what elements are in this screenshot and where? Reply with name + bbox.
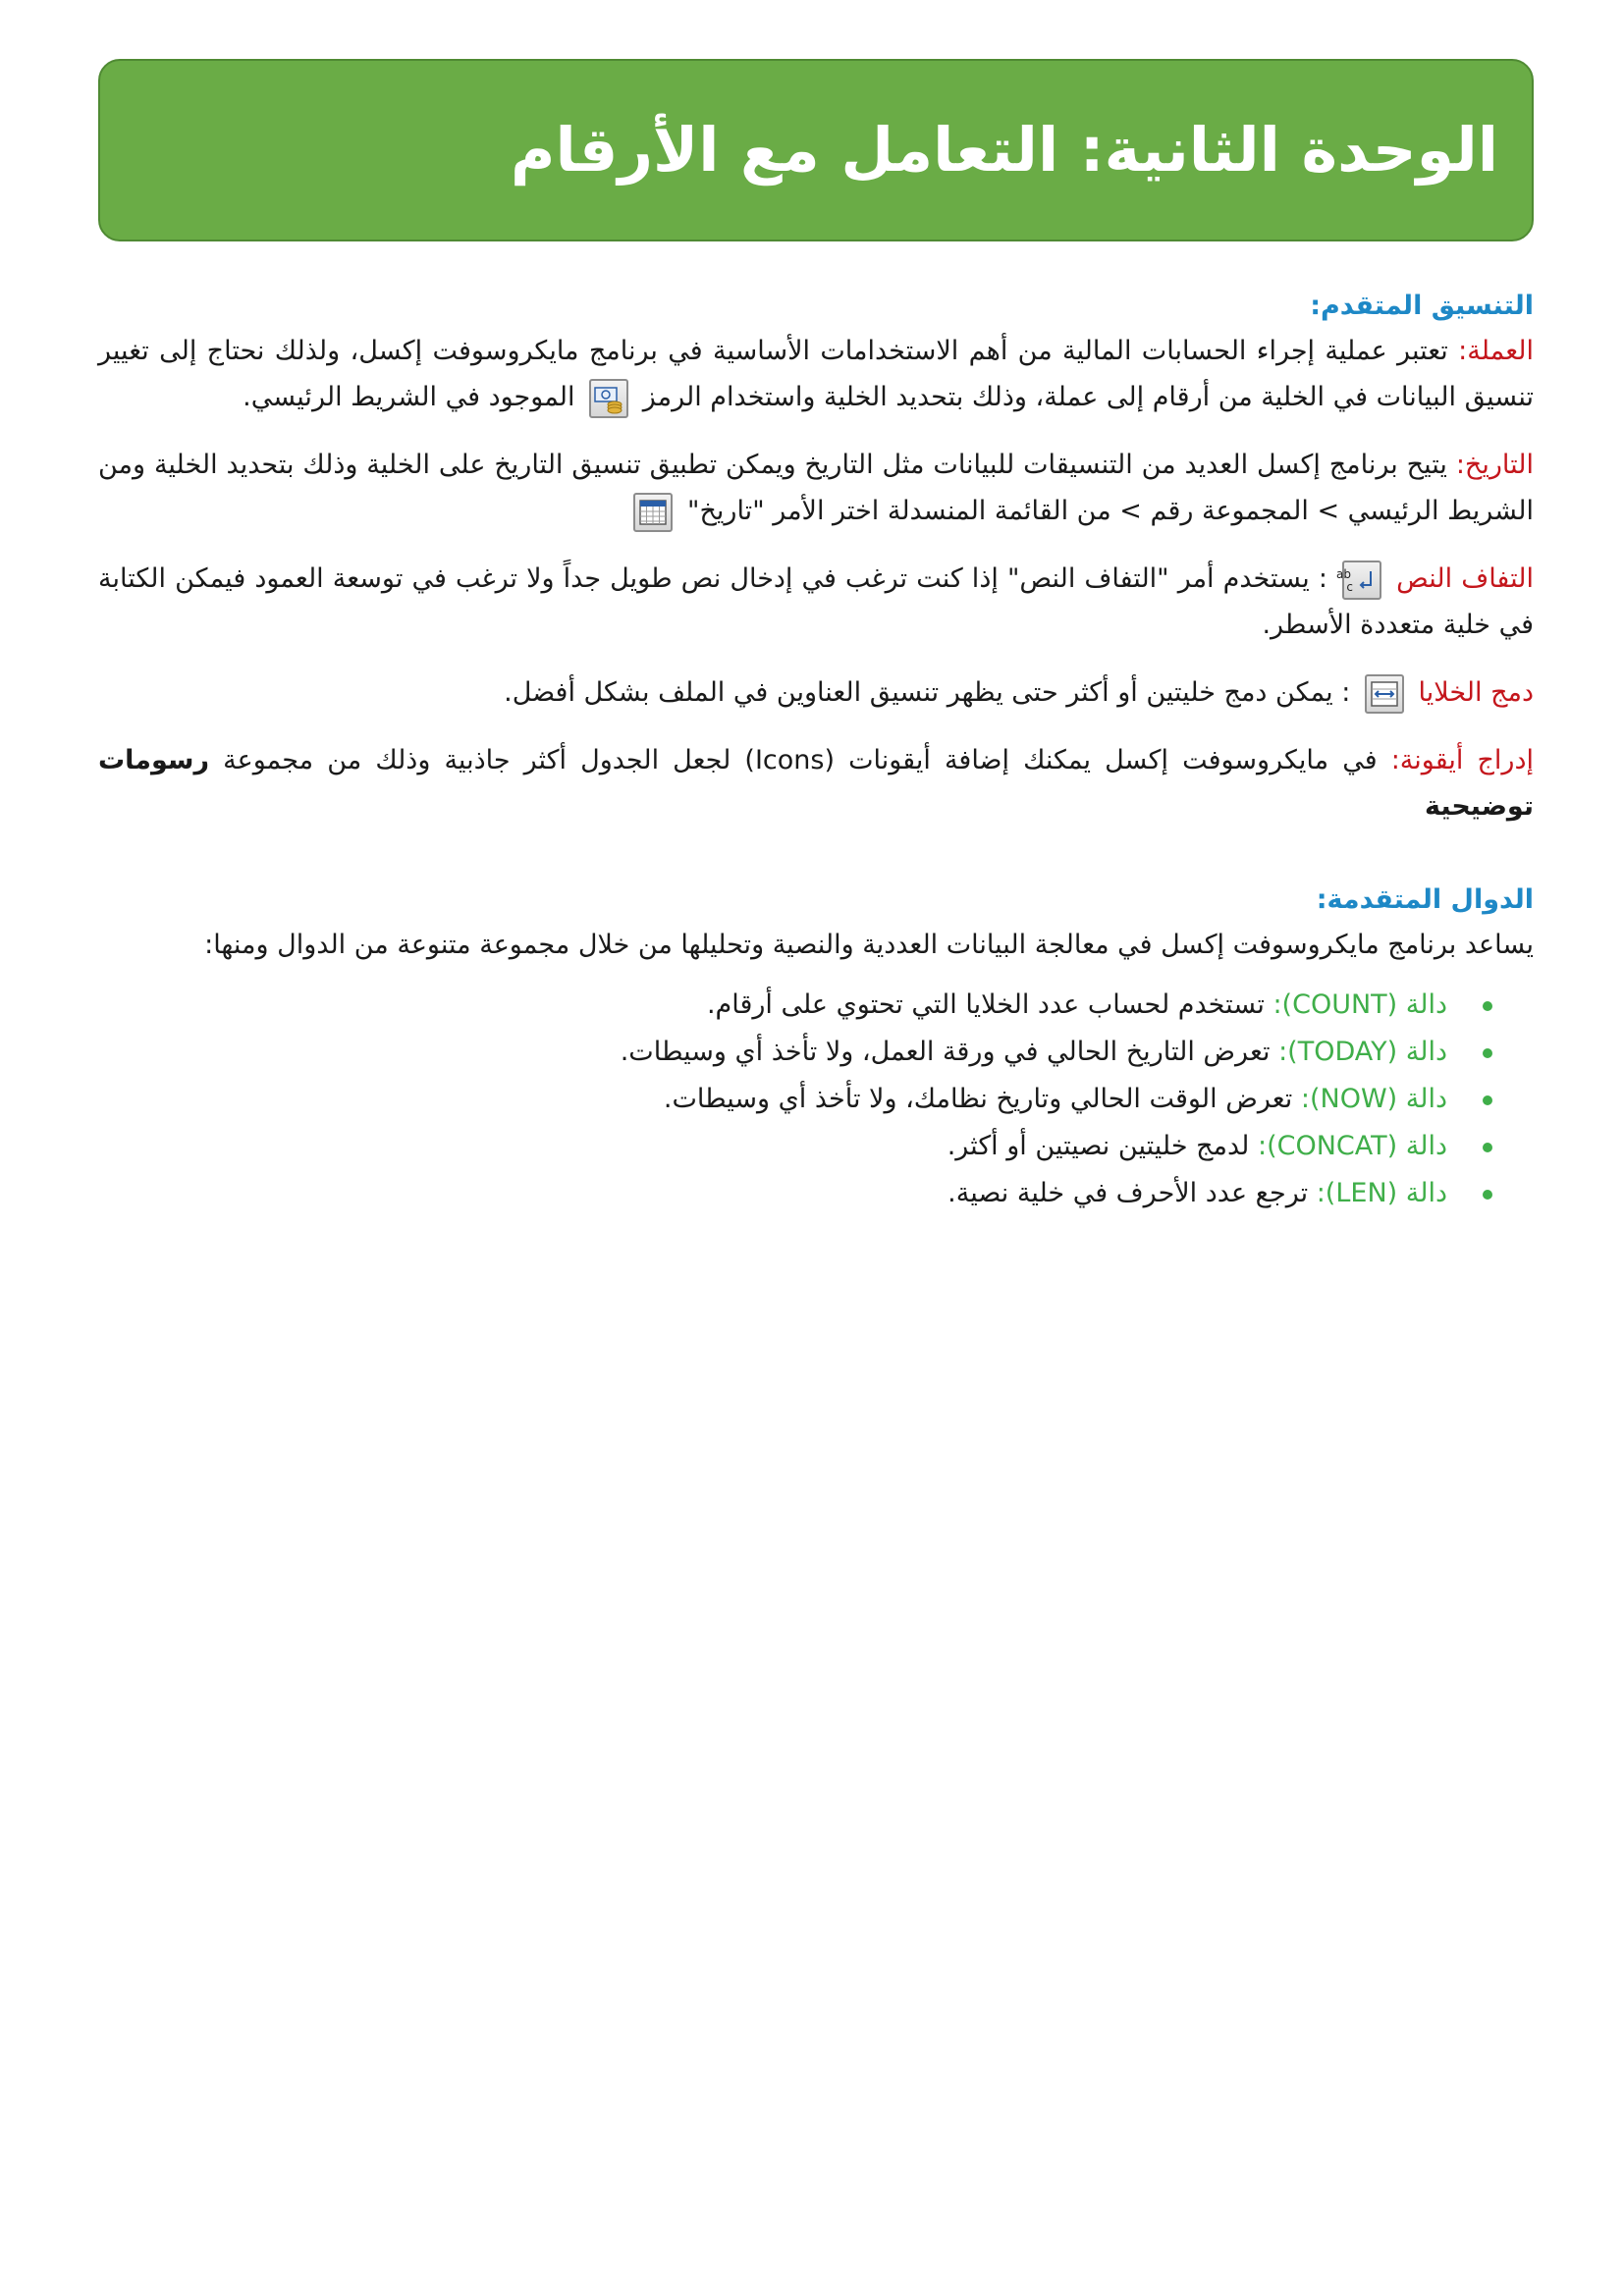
date-paragraph xyxy=(98,442,1534,534)
date-term: التاريخ: xyxy=(1455,450,1534,480)
currency-term: العملة: xyxy=(1458,336,1534,366)
bullet-icon xyxy=(1483,1095,1492,1105)
content-body xyxy=(98,285,1534,1217)
insert-icon-paragraph xyxy=(98,737,1534,829)
merge-cells-term: دمج الخلايا xyxy=(1418,677,1534,708)
function-name: دالة (NOW): xyxy=(1300,1084,1447,1114)
merge-cells-text: : يمكن دمج خليتين أو أكثر حتى يظهر تنسيق العناوين في الملف بشكل أفضل. xyxy=(504,677,1351,708)
insert-icon-term: إدراج أيقونة: xyxy=(1390,745,1534,775)
illustrations-group-name: رسومات توضيحية xyxy=(98,745,1534,822)
functions-intro: يساعد برنامج مايكروسوفت إكسل في معالجة البيانات العددية والنصية وتحليلها من خلال مجموعة متنوعة من الدوال ومنها: xyxy=(204,930,1534,960)
title-banner xyxy=(98,59,1534,241)
function-name: دالة (TODAY): xyxy=(1278,1037,1447,1067)
merge-cells-icon xyxy=(1365,674,1404,714)
currency-format-icon xyxy=(589,379,628,418)
wrap-text-text: : يستخدم أمر "التفاف النص" إذا كنت ترغب في إدخال نص طويل جداً ولا ترغب في توسعة العمود فيمكن الكتابة في خلية متعددة الأسطر. xyxy=(98,563,1534,640)
function-name: دالة (CONCAT): xyxy=(1257,1131,1447,1161)
function-description: لدمج خليتين نصيتين أو أكثر. xyxy=(947,1131,1258,1161)
list-item xyxy=(98,982,1534,1029)
calendar-icon xyxy=(633,493,673,532)
list-item xyxy=(98,1076,1534,1123)
advanced-functions-heading: الدوال المتقدمة: xyxy=(1316,884,1534,915)
bullet-icon xyxy=(1483,1190,1492,1200)
wrap-text-paragraph xyxy=(98,556,1534,648)
wrap-text-icon xyxy=(1336,561,1381,600)
merge-cells-paragraph xyxy=(98,669,1534,716)
function-name: دالة (COUNT): xyxy=(1272,989,1447,1020)
bullet-icon xyxy=(1483,1048,1492,1058)
function-name: دالة (LEN): xyxy=(1316,1178,1447,1208)
svg-text:ab: ab xyxy=(1336,566,1352,581)
bullet-icon xyxy=(1483,1143,1492,1152)
currency-text-after: الموجود في الشريط الرئيسي. xyxy=(243,382,575,412)
insert-icon-text: في مايكروسوفت إكسل يمكنك إضافة أيقونات (Icons) لجعل الجدول أكثر جاذبية وذلك من مجموعة xyxy=(209,745,1391,775)
advanced-formatting-heading: التنسيق المتقدم: xyxy=(1310,291,1534,321)
list-item xyxy=(98,1123,1534,1170)
list-item xyxy=(98,1170,1534,1217)
date-text: يتيح برنامج إكسل العديد من التنسيقات للبيانات مثل التاريخ ويمكن تطبيق تنسيق التاريخ على الخلية وذلك بتحديد الخلية ومن الشريط الرئيسي > المجموعة رقم > من القائمة المنسدلة اختر الأمر "تاريخ" xyxy=(98,450,1534,526)
list-item xyxy=(98,1029,1534,1076)
function-description: تعرض التاريخ الحالي في ورقة العمل، ولا تأخذ أي وسيطات. xyxy=(620,1037,1279,1067)
function-description: تستخدم لحساب عدد الخلايا التي تحتوي على أرقام. xyxy=(706,989,1273,1020)
page-title: الوحدة الثانية: التعامل مع الأرقام xyxy=(511,113,1498,186)
functions-list xyxy=(98,982,1534,1217)
wrap-text-term: التفاف النص xyxy=(1396,563,1534,594)
currency-text: تعتبر عملية إجراء الحسابات المالية من أهم الاستخدامات الأساسية في برنامج مايكروسوفت إكسل، ولذلك نحتاج إلى تغيير تنسيق البيانات في الخلية من أرقام إلى عملة، وذلك بتحديد الخلية واستخدام الرمز xyxy=(98,336,1534,412)
currency-paragraph xyxy=(98,328,1534,420)
svg-text:c: c xyxy=(1346,579,1354,594)
bullet-icon xyxy=(1483,1001,1492,1011)
function-description: تعرض الوقت الحالي وتاريخ نظامك، ولا تأخذ أي وسيطات. xyxy=(663,1084,1301,1114)
function-description: ترجع عدد الأحرف في خلية نصية. xyxy=(947,1178,1317,1208)
